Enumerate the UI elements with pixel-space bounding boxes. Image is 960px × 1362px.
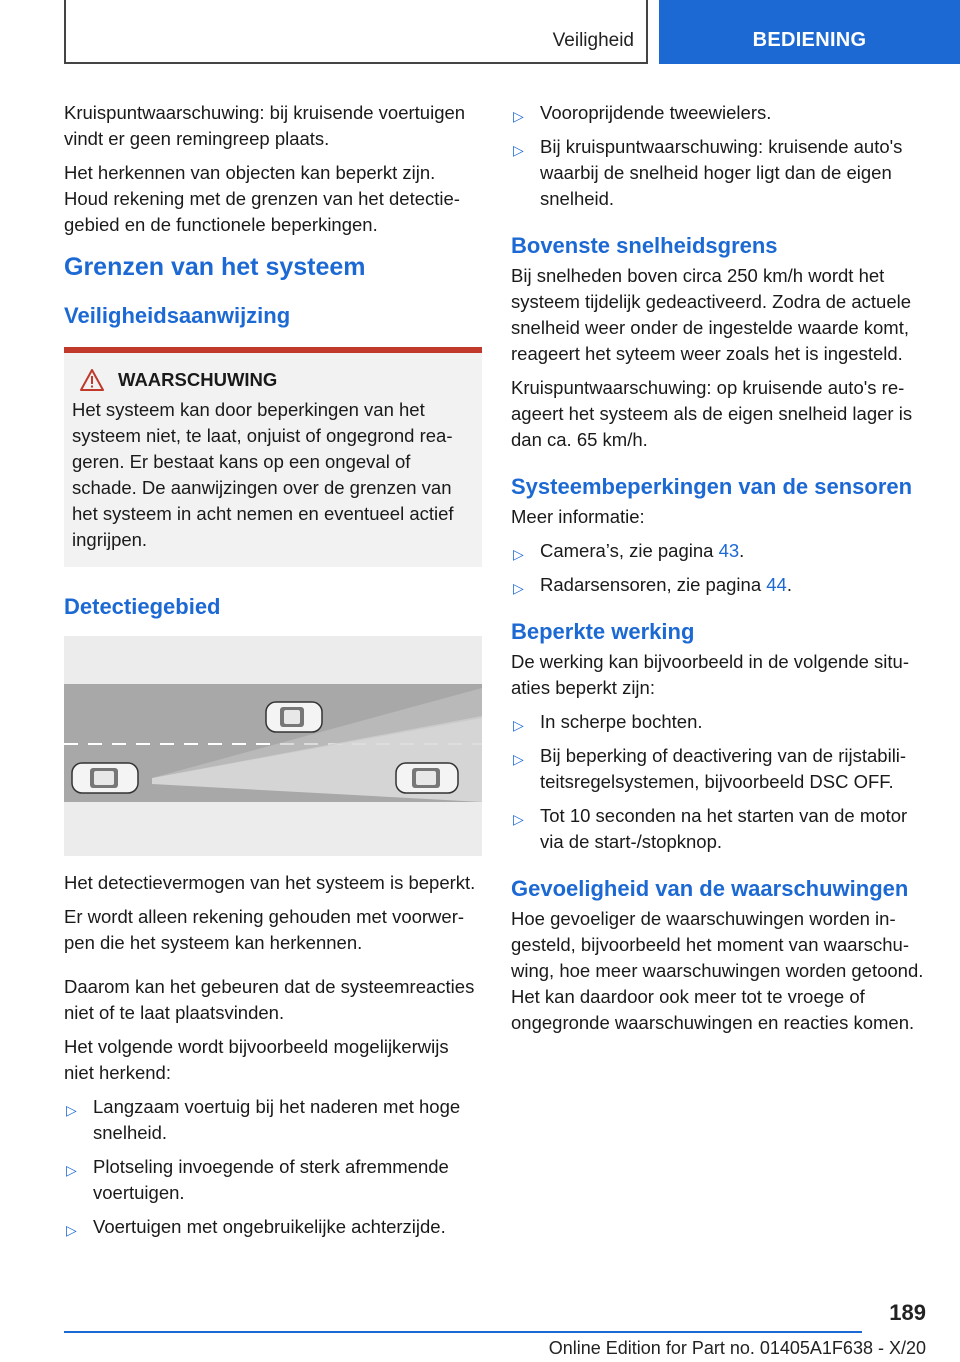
list-item: ▷ Camera’s, zie pagina 43. <box>511 538 929 564</box>
list-item: ▷ Vooroprijdende tweewielers. <box>511 100 929 126</box>
car-icon <box>72 763 138 793</box>
paragraph: Meer informatie: <box>511 506 645 527</box>
triangle-bullet-icon: ▷ <box>513 751 524 767</box>
paragraph: Er wordt alleen rekening gehouden met voorwerpen die het systeem kan herkennen. <box>64 906 465 953</box>
bullet-list <box>511 100 929 212</box>
triangle-bullet-icon: ▷ <box>66 1162 77 1178</box>
header-section-title: Veiligheid <box>552 30 634 51</box>
header-chapter-tab[interactable]: BEDIENING <box>659 0 960 64</box>
reference-list <box>511 538 929 598</box>
list-item: ▷ Bij kruispuntwaarschuwing: kruisende auto's waarbij de snelheid hoger ligt dan de eigen snelheid. <box>513 136 903 209</box>
heading-gevoeligheid: Gevoeligheid van de waarschuwingen <box>511 876 909 901</box>
list-item: ▷ Radarsensoren, zie pagina 44. <box>511 572 929 598</box>
list-item: ▷ Plotseling invoegende of sterk afremmende voertuigen. <box>66 1156 449 1203</box>
triangle-bullet-icon: ▷ <box>513 546 524 562</box>
heading-veiligheidsaanwijzing: Veiligheidsaanwijzing <box>64 303 291 328</box>
triangle-bullet-icon: ▷ <box>513 580 524 596</box>
car-icon <box>396 763 458 793</box>
right-column <box>511 100 929 1044</box>
footer-edition: Online Edition for Part no. 01405A1F638 - X/20 <box>548 1338 926 1358</box>
warning-triangle-icon <box>80 369 104 391</box>
warning-text: Het systeem kan door beperkingen van het systeem niet, te laat, onjuist of ongegrond reageren. Er bestaat kans op een ongeval of schade. De aanwijzingen over de grenzen van het systeem in acht nemen en eventueel actief ingrijpen. <box>72 399 454 550</box>
paragraph: Kruispuntwaarschuwing: op kruisende auto's reageert het systeem als de eigen snelheid lager is dan ca. 65 km/h. <box>511 377 913 450</box>
list-item: ▷ In scherpe bochten. <box>511 709 929 735</box>
triangle-bullet-icon: ▷ <box>66 1222 77 1238</box>
warning-title-text: WAARSCHUWING <box>118 369 278 390</box>
page-link-44[interactable]: 44 <box>766 574 787 595</box>
footer-divider <box>64 1331 862 1333</box>
detection-area-illustration <box>64 636 482 856</box>
triangle-bullet-icon: ▷ <box>66 1102 77 1118</box>
warning-title <box>72 369 472 391</box>
heading-bovenste-snelheidsgrens: Bovenste snelheidsgrens <box>511 233 778 258</box>
list-item: ▷ Langzaam voertuig bij het naderen met hoge snelheid. <box>66 1096 461 1143</box>
heading-detectiegebied: Detectiegebied <box>64 594 221 619</box>
triangle-bullet-icon: ▷ <box>513 142 524 158</box>
bullet-list <box>511 709 929 855</box>
heading-sensoren: Systeembeperkingen van de sensoren <box>511 474 913 499</box>
list-item: ▷ Voertuigen met ongebruikelijke achterzijde. <box>64 1214 482 1240</box>
paragraph: Kruispuntwaarschuwing: bij kruisende voertuigen vindt er geen remingreep plaats. <box>64 102 466 149</box>
paragraph: Het volgende wordt bijvoorbeeld mogelijkerwijs niet herkend: <box>64 1036 449 1083</box>
paragraph: Hoe gevoeliger de waarschuwingen worden ingesteld, bijvoorbeeld het moment van waarschuwing, hoe meer waarschuwingen worden getoond. Het kan daardoor ook meer tot te vroege of ongegronde waarschuwingen en reacties komen. <box>511 908 924 1033</box>
page-link-43[interactable]: 43 <box>718 540 740 561</box>
car-icon <box>266 702 322 732</box>
list-item: ▷ Tot 10 seconden na het starten van de motor via de start-/stopknop. <box>513 805 908 852</box>
paragraph: Het herkennen van objecten kan beperkt zijn. Houd rekening met de grenzen van het detectiegebied en de functionele beperkingen. <box>64 162 460 235</box>
paragraph: Daarom kan het gebeuren dat de systeemreacties niet of te laat plaatsvinden. <box>64 976 475 1023</box>
paragraph: Bij snelheden boven circa 250 km/h wordt het systeem tijdelijk gedeactiveerd. Zodra de actuele snelheid weer onder de ingestelde waarde komt, reageert het syteem weer zoals het is ingesteld. <box>511 265 912 364</box>
heading-grenzen: Grenzen van het systeem <box>64 253 366 281</box>
triangle-bullet-icon: ▷ <box>513 108 524 124</box>
list-item: ▷ Bij beperking of deactivering van de rijstabiliteitsregelsystemen, bijvoorbeeld DSC OFF. <box>513 745 907 792</box>
triangle-bullet-icon: ▷ <box>513 717 524 733</box>
heading-beperkte-werking: Beperkte werking <box>511 619 695 644</box>
page-number: 189 <box>889 1300 926 1325</box>
bullet-list <box>64 1094 482 1240</box>
paragraph: Het detectievermogen van het systeem is beperkt. <box>64 872 476 893</box>
paragraph: De werking kan bijvoorbeeld in de volgende situaties beperkt zijn: <box>511 651 909 698</box>
triangle-bullet-icon: ▷ <box>513 811 524 827</box>
left-column <box>64 100 482 1248</box>
warning-box <box>64 347 482 567</box>
